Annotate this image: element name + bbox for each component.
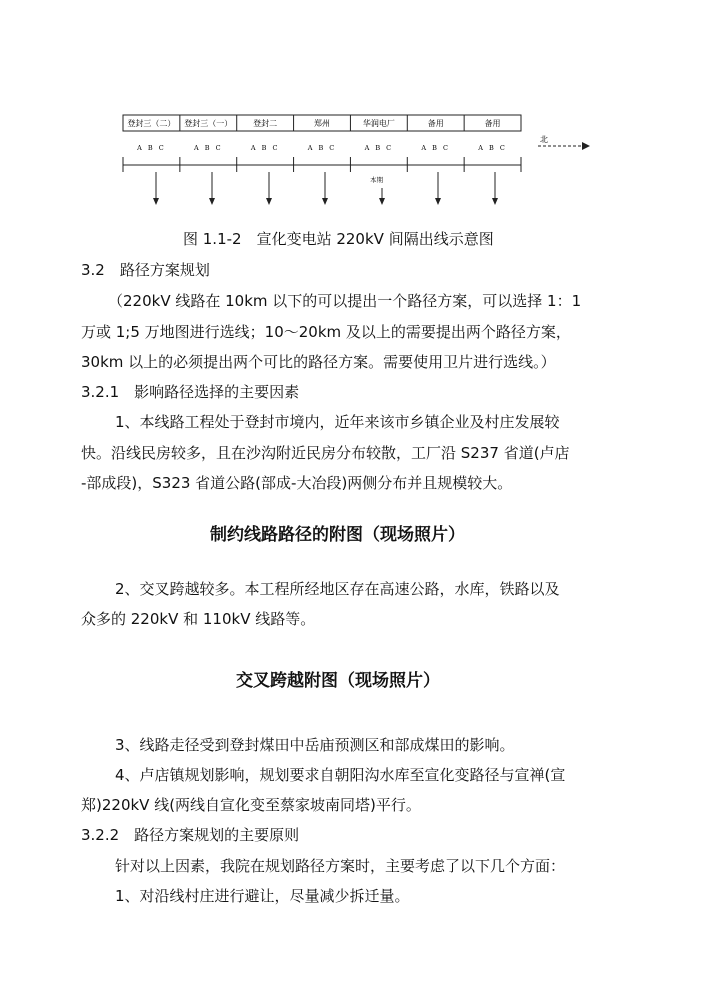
bay-label: 备用 [427,119,444,128]
bay-label: 备用 [484,119,501,128]
paragraph-1-line-2: 快。沿线民房较多，且在沙沟附近民房分布较散，工厂沿 S237 省道(卢店 [81,444,570,462]
bay-outgoing-arrow [209,198,215,205]
bay-outgoing-arrow [322,198,328,205]
bay-label: 登封三（一） [184,119,233,128]
paragraph-4-line-1: 4、卢店镇规划影响，规划要求自朝阳沟水库至宣化变路径与宣禅(宣 [115,766,566,784]
figure-caption: 图 1.1-2 宣化变电站 220kV 间隔出线示意图 [183,230,494,248]
section-title-3-2: 3.2 路径方案规划 [81,261,210,279]
bay-label: 登封二 [253,119,278,128]
bay-outgoing-arrow [266,198,272,205]
bay-phase-label: A B C [364,144,394,152]
bay-label: 华润电厂 [362,119,395,128]
note-line-2: 万或 1;5 万地图进行选线；10～20km 及以上的需要提出两个路径方案， [81,323,571,341]
paragraph-2-line-2: 众多的 220kV 和 110kV 线路等。 [81,610,316,628]
bay-label: 郑州 [314,119,330,128]
diagram-canvas [0,0,703,230]
north-arrow-head [582,142,590,150]
heading-constraint-photos: 制约线路路径的附图（现场照片） [210,525,465,545]
heading-crossing-photos: 交叉跨越附图（现场照片） [236,671,440,691]
bay-outgoing-diagram [0,0,703,230]
this-phase-label: 本期 [370,176,383,184]
bay-outgoing-arrow [153,198,159,205]
paragraph-3: 3、线路走径受到登封煤田中岳庙预测区和部成煤田的影响。 [115,736,515,754]
bay-label: 登封三（二） [127,119,176,128]
section-title-3-2-1: 3.2.1 影响路径选择的主要因素 [81,383,300,401]
principles-intro: 针对以上因素，我院在规划路径方案时，主要考虑了以下几个方面： [115,857,566,875]
bay-phase-label: A B C [478,144,507,152]
bay-phase-label: A B C [193,144,223,152]
bay-phase-label: A B C [421,144,451,152]
bay-phase-label: A B C [307,144,337,152]
bay-outgoing-arrow [492,198,498,205]
bay-outgoing-arrow [379,198,385,205]
note-line-1: （220kV 线路在 10km 以下的可以提出一个路径方案，可以选择 1：1 [108,292,582,310]
paragraph-2-line-1: 2、交叉跨越较多。本工程所经地区存在高速公路，水库，铁路以及 [115,580,560,598]
paragraph-1-line-3: -部成段)，S323 省道公路(部成-大冶段)两侧分布并且规模较大。 [81,474,513,492]
paragraph-4-line-2: 郑)220kV 线(两线自宣化变至蔡家坡南同塔)平行。 [81,796,421,814]
paragraph-1-line-1: 1、本线路工程处于登封市境内，近年来该市乡镇企业及村庄发展较 [115,413,560,431]
north-label: 北 [540,135,548,144]
bay-outgoing-arrow [435,198,441,205]
bay-phase-label: A B C [137,144,166,152]
note-line-3: 30km 以上的必须提出两个可比的路径方案。需要使用卫片进行选线。） [81,353,556,371]
section-title-3-2-2: 3.2.2 路径方案规划的主要原则 [81,826,300,844]
principle-1: 1、对沿线村庄进行避让，尽量减少拆迁量。 [115,887,410,905]
bay-phase-label: A B C [250,144,280,152]
